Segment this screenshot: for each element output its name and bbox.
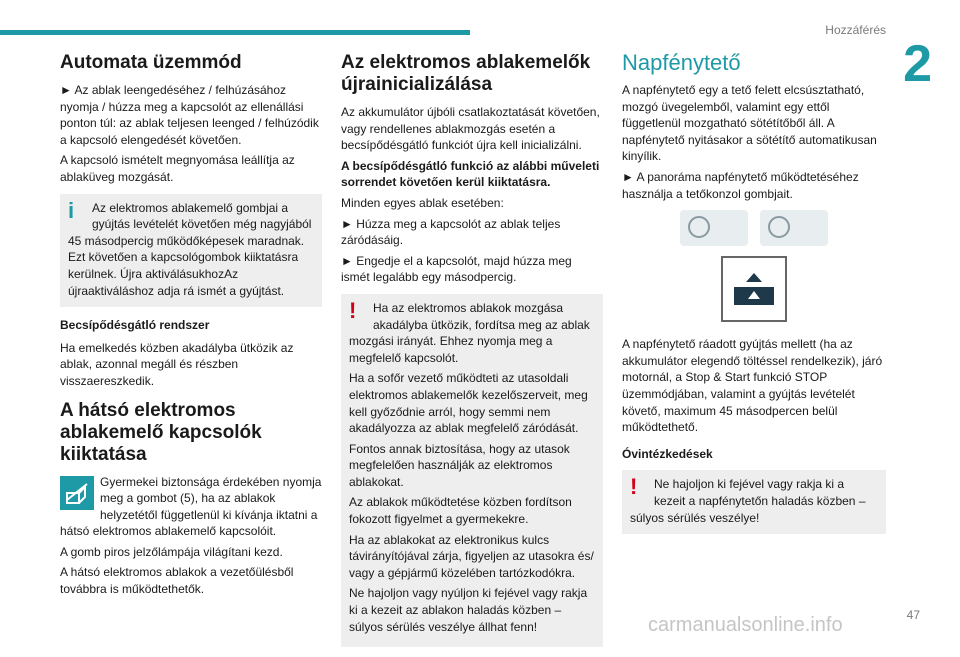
paragraph: A hátsó elektromos ablakok a vezetőülésből továbbra is működtethetők. bbox=[60, 565, 294, 597]
watermark: carmanualsonline.info bbox=[648, 614, 843, 636]
warning-text: Fontos annak biztosítása, hogy az utasok megfelelően használják az elektromos ablakokat. bbox=[349, 441, 570, 489]
paragraph: ► Engedje el a kapcsolót, majd húzza meg ismét legalább egy másodpercig. bbox=[341, 253, 572, 285]
chapter-number: 2 bbox=[903, 35, 932, 93]
paragraph: ► Húzza meg a kapcsolót az ablak teljes záródásáig. bbox=[341, 216, 561, 248]
paragraph: ► Az ablak leengedéséhez / felhúzásához nyomja / húzza meg a kapcsolót az ellenállási ponton túl: az ablak teljesen leenged / felhúzódik a kapcsoló elengedését követően. bbox=[60, 83, 319, 147]
paragraph: ► A panoráma napfénytető működtetéséhez használja a tetőkonzol gombjait. bbox=[622, 169, 859, 201]
info-box bbox=[60, 194, 322, 308]
paragraph: A napfénytető egy a tető felett elcsúsztatható, mozgó üvegelemből, valamint egy ettől függetlenül mozgatható sötétítőből áll. A napfénytető nyitásakor a sötétítő automatikusan kinyílik. bbox=[622, 83, 877, 164]
roof-console-image-right bbox=[760, 210, 828, 246]
warning-box bbox=[341, 294, 603, 647]
paragraph: Minden egyes ablak esetében: bbox=[341, 195, 504, 210]
steering-wheel-icon bbox=[688, 216, 710, 238]
warning-text: Ha az elektromos ablakok mozgása akadályba ütközik, fordítsa meg az ablak mozgási irányát. Ehhez nyomja meg a megfelelő kapcsolót. bbox=[349, 300, 590, 365]
paragraph: A gomb piros jelzőlámpája világítani kezd. bbox=[60, 544, 283, 559]
section-title: Hozzáférés bbox=[825, 23, 886, 37]
section-heading-auto: Automata üzemmód bbox=[60, 52, 242, 73]
section-heading-sunroof: Napfénytető bbox=[622, 50, 741, 75]
sunroof-button-icon bbox=[721, 256, 787, 322]
info-text: Az elektromos ablakemelő gombjai a gyújtás levételét követően még nagyjából 45 másodpercig működőképesek maradnak. Ezt követően a kapcsológombok kiiktatásra kerülnek. Újra aktiválásukhozAz újraaktiváláshoz adja rá ismét a gyújtást. bbox=[68, 200, 312, 298]
subheading: Becsípődésgátló rendszer bbox=[60, 318, 210, 333]
header-bar bbox=[0, 30, 470, 35]
column-2 bbox=[341, 52, 603, 657]
paragraph: Az akkumulátor újbóli csatlakoztatását követően, vagy rendellenes ablakmozgás esetén a becsípődésgátló funkciót újra kell inicializálni. bbox=[341, 105, 600, 153]
warning-text: Az ablakok működtetése közben fordítson fokozott figyelmet a gyermekekre. bbox=[349, 495, 572, 527]
section-heading-rear: A hátsó elektromos ablakemelő kapcsolók kiiktatása bbox=[60, 399, 262, 465]
paragraph: A napfénytető ráadott gyújtás mellett (ha az akkumulátor elegendő töltéssel rendelkezik), járó motornál, a Stop & Start funkció STOP üzemmódjában, valamint a gyújtás levételét követő, maximum 45 másodpercen belül működtethető. bbox=[622, 337, 883, 435]
warning-icon: ! bbox=[349, 297, 357, 323]
subheading: Óvintézkedések bbox=[622, 446, 713, 461]
warning-box bbox=[622, 470, 886, 534]
warning-icon: ! bbox=[630, 474, 638, 500]
roof-console-illustration bbox=[622, 210, 886, 246]
column-1 bbox=[60, 52, 322, 602]
section-heading-reinit: Az elektromos ablakemelők újrainicializálása bbox=[341, 52, 591, 95]
page-number: 47 bbox=[906, 608, 920, 622]
warning-text: Ha az ablakokat az elektronikus kulcs távirányítójával zárja, figyeljen az utasokra és/ vagy a gépjármű közelében tartózkodókra. bbox=[349, 532, 594, 580]
column-3 bbox=[622, 52, 886, 544]
roof-console-image-left bbox=[680, 210, 748, 246]
child-lock-button-icon bbox=[60, 476, 94, 510]
paragraph: A kapcsoló ismételt megnyomása leállítja az ablaküveg mozgását. bbox=[60, 153, 295, 184]
paragraph: Gyermekei biztonsága érdekében nyomja meg a gombot (5), ha az ablakok helyzetétől függetlenül ki kívánja iktatni a hátsó elektromos ablakemelő kapcsolóit. bbox=[60, 474, 322, 539]
paragraph-bold: A becsípődésgátló funkció az alábbi műveleti sorrendet követően kerül kiiktatásra. bbox=[341, 158, 600, 190]
warning-text: Ne hajoljon ki fejével vagy rakja ki a kezeit a napfénytetőn haladás közben – súlyos sérülés veszélye! bbox=[630, 477, 866, 525]
paragraph: Ha emelkedés közben akadályba ütközik az ablak, azonnal megáll és részben visszaereszkedik. bbox=[60, 340, 294, 388]
info-icon: i bbox=[68, 197, 75, 223]
warning-text: Ne hajoljon vagy nyúljon ki fejével vagy rakja ki a kezeit az ablakon haladás közben – súlyos sérülés veszélye állhat fenn! bbox=[349, 586, 588, 634]
warning-text: Ha a sofőr vezető működteti az utasoldali elektromos ablakemelők kezelőszerveit, meg kell győződnie arról, hogy semmi nem akadályozza az ablak megfelelő záródását. bbox=[349, 371, 588, 436]
steering-wheel-icon bbox=[768, 216, 790, 238]
